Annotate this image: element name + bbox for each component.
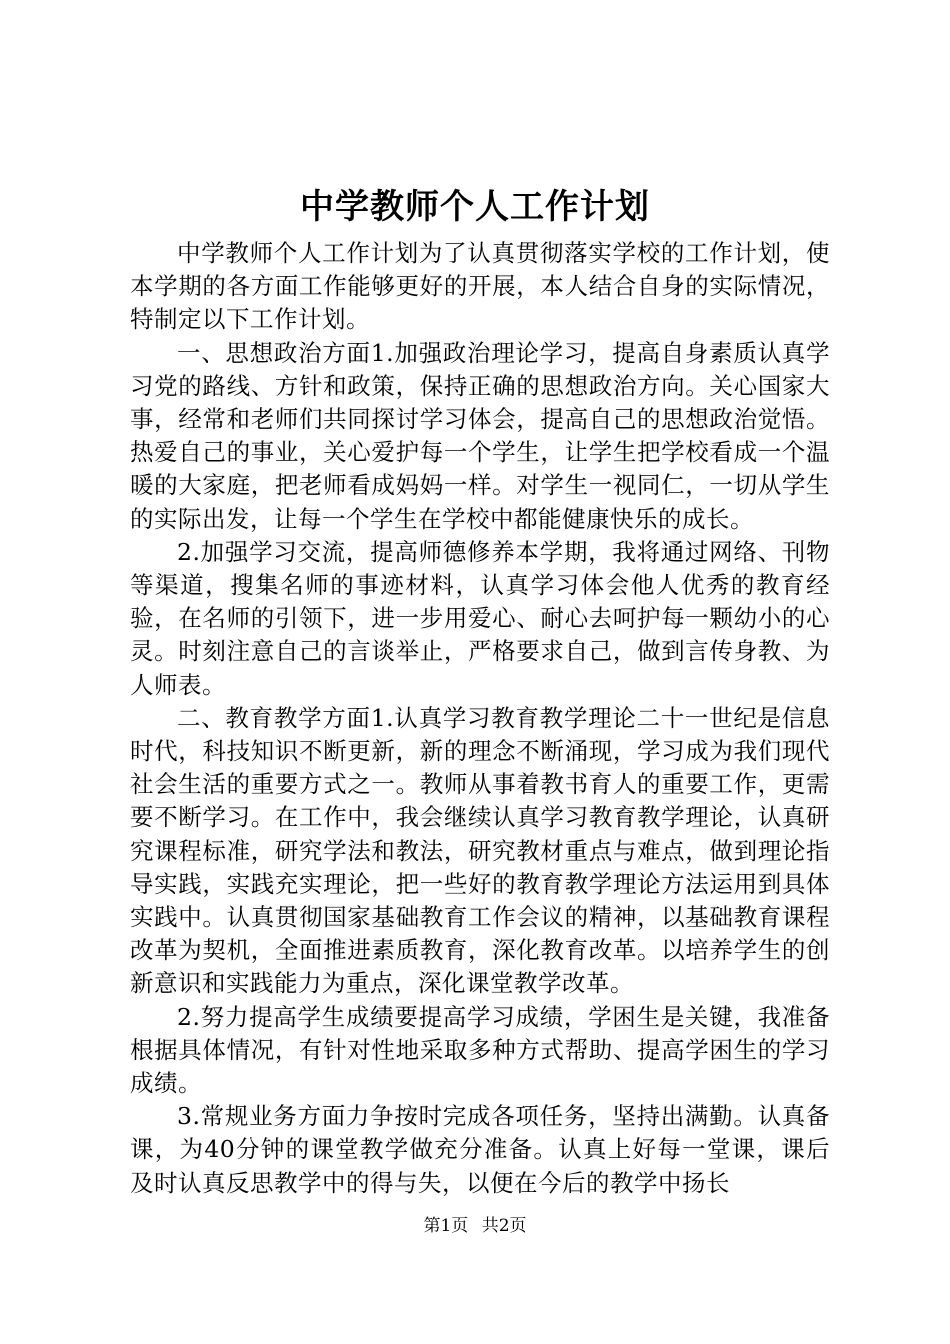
- page-number-current: 第1页: [423, 1216, 469, 1236]
- paragraph-student-grades: 2.努力提高学生成绩要提高学习成绩，学困生是关键，我准备根据具体情况，有针对性地采取多种方式帮助、提高学困生的学习成绩。: [130, 1002, 830, 1098]
- paragraph-intro: 中学教师个人工作计划为了认真贯彻落实学校的工作计划，使本学期的各方面工作能够更好的开展，本人结合自身的实际情况，特制定以下工作计划。: [130, 239, 830, 334]
- paragraph-teaching-theory: 二、教育教学方面1.认真学习教育教学理论二十一世纪是信息时代，科技知识不断更新，新的理念不断涌现，学习成为我们现代社会生活的重要方式之一。教师从事着教书育人的重要工作，更需要不断学习。在工作中，我会继续认真学习教育教学理论，认真研究课程标准，研究学法和教法，研究教材重点与难点，做到理论指导实践，实践充实理论，把一些好的教育教学理论方法运用到具体实践中。认真贯彻国家基础教育工作会议的精神，以基础教育课程改革为契机，全面推进素质教育，深化教育改革。以培养学生的创新意识和实践能力为重点，深化课堂教学改革。: [130, 703, 830, 998]
- paragraph-politics-study: 一、思想政治方面1.加强政治理论学习，提高自身素质认真学习党的路线、方针和政策，保持正确的思想政治方向。关心国家大事，经常和老师们共同探讨学习体会，提高自己的思想政治觉悟。热爱自己的事业，关心爱护每一个学生，让学生把学校看成一个温暖的大家庭，把老师看成妈妈一样。对学生一视同仁，一切从学生的实际出发，让每一个学生在学校中都能健康快乐的成长。: [130, 338, 830, 533]
- document-body: [130, 237, 830, 1200]
- page-number-total: 共2页: [481, 1216, 527, 1236]
- paragraph-exchange-ethics: 2.加强学习交流，提高师德修养本学期，我将通过网络、刊物等渠道，搜集名师的事迹材料，认真学习体会他人优秀的教育经验，在名师的引领下，进一步用爱心、耐心去呵护每一颗幼小的心灵。时刻注意自己的言谈举止，严格要求自己，做到言传身教、为人师表。: [130, 537, 830, 699]
- page-footer: [0, 1214, 950, 1238]
- paragraph-routine-work: 3.常规业务方面力争按时完成各项任务，坚持出满勤。认真备课，为40分钟的课堂教学做充分准备。认真上好每一堂课，课后及时认真反思教学中的得与失，以便在今后的教学中扬长: [130, 1102, 830, 1197]
- document-title: 中学教师个人工作计划: [300, 187, 650, 227]
